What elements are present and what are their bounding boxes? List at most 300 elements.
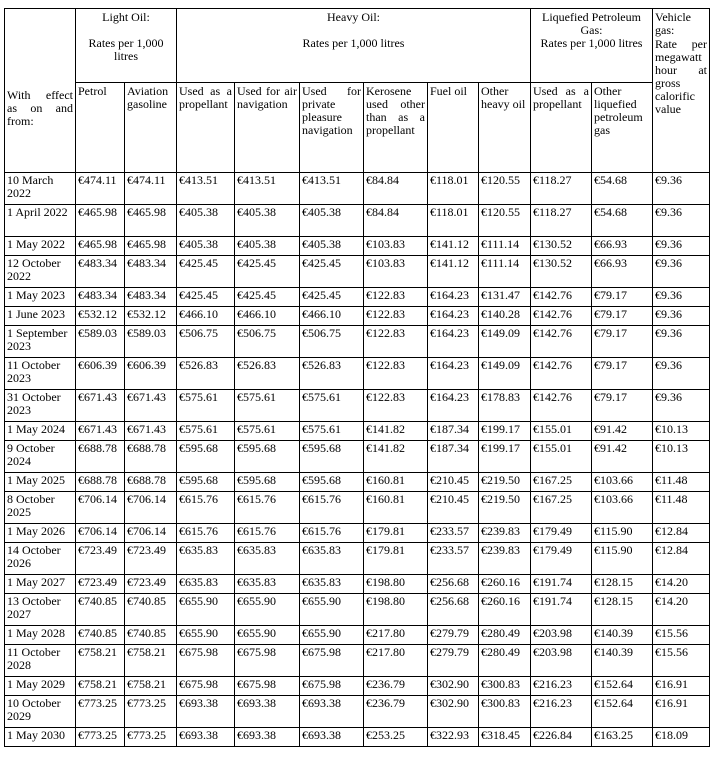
- heavy-propellant-cell: €693.38: [177, 728, 235, 747]
- petrol-cell: €688.78: [76, 473, 125, 492]
- petrol-cell: €465.98: [76, 237, 125, 256]
- fuel-oil-cell: €322.93: [428, 728, 479, 747]
- lpg-propellant-cell: €155.01: [531, 441, 592, 473]
- fuel-oil-cell: €164.23: [428, 307, 479, 326]
- petrol-cell: €706.14: [76, 492, 125, 524]
- other-lpg-cell: €79.17: [592, 326, 653, 358]
- fuel-oil-cell: €118.01: [428, 205, 479, 237]
- heavy-propellant-cell: €595.68: [177, 473, 235, 492]
- heavy-propellant-cell: €405.38: [177, 237, 235, 256]
- heavy-propellant-cell: €425.45: [177, 256, 235, 288]
- col-header-fuel-oil: Fuel oil: [428, 83, 479, 173]
- kerosene-cell: €160.81: [364, 492, 428, 524]
- air-navigation-cell: €575.61: [235, 390, 300, 422]
- table-row: [5, 492, 710, 524]
- kerosene-cell: €236.79: [364, 677, 428, 696]
- heavy-oil-title: Heavy Oil:: [327, 10, 380, 24]
- lpg-propellant-cell: €142.76: [531, 390, 592, 422]
- other-lpg-cell: €54.68: [592, 173, 653, 205]
- fuel-oil-cell: €141.12: [428, 256, 479, 288]
- air-navigation-cell: €693.38: [235, 696, 300, 728]
- other-heavy-oil-cell: €219.50: [479, 492, 531, 524]
- private-pleasure-navigation-cell: €615.76: [300, 524, 364, 543]
- date-cell: 1 May 2026: [5, 524, 76, 543]
- other-lpg-cell: €140.39: [592, 645, 653, 677]
- heavy-propellant-cell: €575.61: [177, 422, 235, 441]
- fuel-oil-cell: €164.23: [428, 358, 479, 390]
- kerosene-cell: €84.84: [364, 173, 428, 205]
- other-heavy-oil-cell: €318.45: [479, 728, 531, 747]
- light-oil-subtitle: Rates per 1,000 litres: [88, 36, 164, 63]
- light-oil-header: [76, 9, 177, 83]
- other-lpg-cell: €115.90: [592, 543, 653, 575]
- lpg-propellant-cell: €167.25: [531, 492, 592, 524]
- vehicle-gas-cell: €9.36: [653, 358, 710, 390]
- heavy-oil-subtitle: Rates per 1,000 litres: [302, 36, 405, 50]
- private-pleasure-navigation-cell: €693.38: [300, 728, 364, 747]
- other-lpg-cell: €152.64: [592, 696, 653, 728]
- other-heavy-oil-cell: €199.17: [479, 441, 531, 473]
- kerosene-cell: €103.83: [364, 256, 428, 288]
- column-header-row: [5, 83, 710, 173]
- kerosene-cell: €103.83: [364, 237, 428, 256]
- fuel-oil-cell: €256.68: [428, 575, 479, 594]
- other-heavy-oil-cell: €239.83: [479, 524, 531, 543]
- col-header-lpg-propellant: Used as a propellant: [531, 83, 592, 173]
- fuel-oil-cell: €302.90: [428, 677, 479, 696]
- other-lpg-cell: €128.15: [592, 575, 653, 594]
- aviation-gasoline-cell: €465.98: [125, 205, 177, 237]
- lpg-propellant-cell: €142.76: [531, 288, 592, 307]
- other-lpg-cell: €103.66: [592, 473, 653, 492]
- fuel-oil-cell: €118.01: [428, 173, 479, 205]
- table-row: [5, 696, 710, 728]
- air-navigation-cell: €615.76: [235, 524, 300, 543]
- vehicle-gas-header: [653, 9, 710, 173]
- vehicle-gas-cell: €9.36: [653, 256, 710, 288]
- other-lpg-cell: €91.42: [592, 441, 653, 473]
- petrol-cell: €474.11: [76, 173, 125, 205]
- other-heavy-oil-cell: €120.55: [479, 173, 531, 205]
- col-header-other-heavy-oil: Other heavy oil: [479, 83, 531, 173]
- date-cell: 31 October 2023: [5, 390, 76, 422]
- date-cell: 1 June 2023: [5, 307, 76, 326]
- other-lpg-cell: €103.66: [592, 492, 653, 524]
- table-row: [5, 626, 710, 645]
- private-pleasure-navigation-cell: €575.61: [300, 422, 364, 441]
- table-row: [5, 237, 710, 256]
- private-pleasure-navigation-cell: €693.38: [300, 696, 364, 728]
- rates-table-body: [5, 173, 710, 747]
- other-lpg-cell: €152.64: [592, 677, 653, 696]
- table-row: [5, 358, 710, 390]
- air-navigation-cell: €635.83: [235, 575, 300, 594]
- private-pleasure-navigation-cell: €675.98: [300, 677, 364, 696]
- heavy-propellant-cell: €425.45: [177, 288, 235, 307]
- other-heavy-oil-cell: €239.83: [479, 543, 531, 575]
- heavy-propellant-cell: €595.68: [177, 441, 235, 473]
- vehicle-gas-cell: €12.84: [653, 524, 710, 543]
- lpg-propellant-cell: €130.52: [531, 237, 592, 256]
- col-header-petrol: Petrol: [76, 83, 125, 173]
- petrol-cell: €740.85: [76, 594, 125, 626]
- other-heavy-oil-cell: €300.83: [479, 696, 531, 728]
- table-row: [5, 575, 710, 594]
- other-lpg-cell: €140.39: [592, 626, 653, 645]
- aviation-gasoline-cell: €483.34: [125, 288, 177, 307]
- heavy-propellant-cell: €693.38: [177, 696, 235, 728]
- lpg-propellant-cell: €130.52: [531, 256, 592, 288]
- table-row: [5, 441, 710, 473]
- date-cell: 1 May 2023: [5, 288, 76, 307]
- vehicle-gas-cell: €9.36: [653, 307, 710, 326]
- date-cell: 1 May 2030: [5, 728, 76, 747]
- table-row: [5, 422, 710, 441]
- kerosene-cell: €84.84: [364, 205, 428, 237]
- air-navigation-cell: €466.10: [235, 307, 300, 326]
- aviation-gasoline-cell: €589.03: [125, 326, 177, 358]
- table-row: [5, 326, 710, 358]
- kerosene-cell: €217.80: [364, 645, 428, 677]
- petrol-cell: €532.12: [76, 307, 125, 326]
- kerosene-cell: €122.83: [364, 358, 428, 390]
- lpg-propellant-cell: €142.76: [531, 307, 592, 326]
- other-heavy-oil-cell: €178.83: [479, 390, 531, 422]
- lpg-propellant-cell: €203.98: [531, 626, 592, 645]
- aviation-gasoline-cell: €465.98: [125, 237, 177, 256]
- kerosene-cell: €253.25: [364, 728, 428, 747]
- vehicle-gas-cell: €9.36: [653, 237, 710, 256]
- aviation-gasoline-cell: €671.43: [125, 422, 177, 441]
- other-lpg-cell: €54.68: [592, 205, 653, 237]
- petrol-cell: €671.43: [76, 390, 125, 422]
- col-header-kerosene: Kerosene used other than as a propellant: [364, 83, 428, 173]
- fuel-oil-cell: €164.23: [428, 390, 479, 422]
- petrol-cell: €740.85: [76, 626, 125, 645]
- private-pleasure-navigation-cell: €425.45: [300, 256, 364, 288]
- air-navigation-cell: €413.51: [235, 173, 300, 205]
- aviation-gasoline-cell: €606.39: [125, 358, 177, 390]
- fuel-oil-cell: €164.23: [428, 326, 479, 358]
- heavy-propellant-cell: €575.61: [177, 390, 235, 422]
- heavy-propellant-cell: €526.83: [177, 358, 235, 390]
- heavy-propellant-cell: €675.98: [177, 645, 235, 677]
- kerosene-cell: €122.83: [364, 288, 428, 307]
- lpg-propellant-cell: €118.27: [531, 173, 592, 205]
- air-navigation-cell: €526.83: [235, 358, 300, 390]
- fuel-oil-cell: €164.23: [428, 288, 479, 307]
- other-heavy-oil-cell: €219.50: [479, 473, 531, 492]
- date-cell: 11 October 2028: [5, 645, 76, 677]
- heavy-propellant-cell: €635.83: [177, 575, 235, 594]
- rates-table: [4, 8, 710, 747]
- table-row: [5, 173, 710, 205]
- aviation-gasoline-cell: €532.12: [125, 307, 177, 326]
- fuel-oil-cell: €187.34: [428, 441, 479, 473]
- group-header-row: [5, 9, 710, 83]
- other-lpg-cell: €79.17: [592, 288, 653, 307]
- vehicle-gas-cell: €14.20: [653, 594, 710, 626]
- vehicle-gas-cell: €10.13: [653, 422, 710, 441]
- air-navigation-cell: €506.75: [235, 326, 300, 358]
- heavy-propellant-cell: €466.10: [177, 307, 235, 326]
- vehicle-gas-cell: €9.36: [653, 326, 710, 358]
- other-lpg-cell: €91.42: [592, 422, 653, 441]
- heavy-propellant-cell: €655.90: [177, 594, 235, 626]
- air-navigation-cell: €595.68: [235, 441, 300, 473]
- lpg-title: Liquefied Petroleum Gas:: [542, 10, 641, 37]
- vehicle-gas-cell: €16.91: [653, 677, 710, 696]
- vehicle-gas-subtitle: Rate per megawatt hour at gross calorific value: [655, 37, 707, 116]
- private-pleasure-navigation-cell: €615.76: [300, 492, 364, 524]
- lpg-propellant-cell: €191.74: [531, 575, 592, 594]
- air-navigation-cell: €675.98: [235, 645, 300, 677]
- table-row: [5, 645, 710, 677]
- fuel-oil-cell: €233.57: [428, 524, 479, 543]
- date-column-header-label: With effect as on and from:: [7, 88, 73, 128]
- aviation-gasoline-cell: €688.78: [125, 473, 177, 492]
- vehicle-gas-cell: €14.20: [653, 575, 710, 594]
- air-navigation-cell: €693.38: [235, 728, 300, 747]
- vehicle-gas-cell: €11.48: [653, 492, 710, 524]
- private-pleasure-navigation-cell: €595.68: [300, 473, 364, 492]
- lpg-propellant-cell: €179.49: [531, 524, 592, 543]
- table-row: [5, 473, 710, 492]
- air-navigation-cell: €675.98: [235, 677, 300, 696]
- date-cell: 1 September 2023: [5, 326, 76, 358]
- aviation-gasoline-cell: €706.14: [125, 524, 177, 543]
- other-heavy-oil-cell: €280.49: [479, 626, 531, 645]
- lpg-propellant-cell: €118.27: [531, 205, 592, 237]
- private-pleasure-navigation-cell: €506.75: [300, 326, 364, 358]
- kerosene-cell: €141.82: [364, 441, 428, 473]
- other-heavy-oil-cell: €131.47: [479, 288, 531, 307]
- other-heavy-oil-cell: €199.17: [479, 422, 531, 441]
- table-row: [5, 256, 710, 288]
- private-pleasure-navigation-cell: €466.10: [300, 307, 364, 326]
- air-navigation-cell: €655.90: [235, 626, 300, 645]
- air-navigation-cell: €635.83: [235, 543, 300, 575]
- fuel-oil-cell: €210.45: [428, 492, 479, 524]
- date-cell: 1 May 2027: [5, 575, 76, 594]
- fuel-oil-cell: €187.34: [428, 422, 479, 441]
- other-heavy-oil-cell: €280.49: [479, 645, 531, 677]
- other-lpg-cell: €79.17: [592, 358, 653, 390]
- other-heavy-oil-cell: €111.14: [479, 256, 531, 288]
- air-navigation-cell: €425.45: [235, 256, 300, 288]
- table-row: [5, 677, 710, 696]
- petrol-cell: €758.21: [76, 645, 125, 677]
- petrol-cell: €606.39: [76, 358, 125, 390]
- aviation-gasoline-cell: €758.21: [125, 645, 177, 677]
- air-navigation-cell: €655.90: [235, 594, 300, 626]
- petrol-cell: €483.34: [76, 256, 125, 288]
- petrol-cell: €723.49: [76, 575, 125, 594]
- aviation-gasoline-cell: €706.14: [125, 492, 177, 524]
- petrol-cell: €688.78: [76, 441, 125, 473]
- vehicle-gas-cell: €9.36: [653, 288, 710, 307]
- air-navigation-cell: €405.38: [235, 237, 300, 256]
- heavy-propellant-cell: €405.38: [177, 205, 235, 237]
- private-pleasure-navigation-cell: €413.51: [300, 173, 364, 205]
- table-row: [5, 307, 710, 326]
- date-cell: 1 April 2022: [5, 205, 76, 237]
- vehicle-gas-cell: €9.36: [653, 390, 710, 422]
- petrol-cell: €706.14: [76, 524, 125, 543]
- lpg-propellant-cell: €142.76: [531, 326, 592, 358]
- private-pleasure-navigation-cell: €575.61: [300, 390, 364, 422]
- lpg-propellant-cell: €155.01: [531, 422, 592, 441]
- fuel-oil-cell: €233.57: [428, 543, 479, 575]
- col-header-air-navigation: Used for air navigation: [235, 83, 300, 173]
- petrol-cell: €773.25: [76, 728, 125, 747]
- table-row: [5, 524, 710, 543]
- other-lpg-cell: €66.93: [592, 256, 653, 288]
- lpg-propellant-cell: €216.23: [531, 677, 592, 696]
- col-header-other-lpg: Other liquefied petroleum gas: [592, 83, 653, 173]
- petrol-cell: €758.21: [76, 677, 125, 696]
- aviation-gasoline-cell: €671.43: [125, 390, 177, 422]
- date-cell: 1 May 2029: [5, 677, 76, 696]
- kerosene-cell: €141.82: [364, 422, 428, 441]
- date-cell: 1 May 2025: [5, 473, 76, 492]
- lpg-propellant-cell: €226.84: [531, 728, 592, 747]
- heavy-oil-header: [177, 9, 531, 83]
- kerosene-cell: €122.83: [364, 307, 428, 326]
- other-heavy-oil-cell: €111.14: [479, 237, 531, 256]
- air-navigation-cell: €615.76: [235, 492, 300, 524]
- aviation-gasoline-cell: €474.11: [125, 173, 177, 205]
- air-navigation-cell: €405.38: [235, 205, 300, 237]
- private-pleasure-navigation-cell: €655.90: [300, 626, 364, 645]
- lpg-subtitle: Rates per 1,000 litres: [540, 36, 643, 50]
- kerosene-cell: €217.80: [364, 626, 428, 645]
- lpg-propellant-cell: €191.74: [531, 594, 592, 626]
- other-heavy-oil-cell: €260.16: [479, 575, 531, 594]
- vehicle-gas-cell: €15.56: [653, 626, 710, 645]
- private-pleasure-navigation-cell: €635.83: [300, 543, 364, 575]
- table-row: [5, 728, 710, 747]
- private-pleasure-navigation-cell: €655.90: [300, 594, 364, 626]
- kerosene-cell: €122.83: [364, 326, 428, 358]
- fuel-oil-cell: €210.45: [428, 473, 479, 492]
- lpg-propellant-cell: €216.23: [531, 696, 592, 728]
- table-row: [5, 288, 710, 307]
- kerosene-cell: €198.80: [364, 575, 428, 594]
- light-oil-title: Light Oil:: [102, 10, 150, 24]
- kerosene-cell: €122.83: [364, 390, 428, 422]
- vehicle-gas-cell: €10.13: [653, 441, 710, 473]
- heavy-propellant-cell: €506.75: [177, 326, 235, 358]
- heavy-propellant-cell: €615.76: [177, 524, 235, 543]
- vehicle-gas-cell: €11.48: [653, 473, 710, 492]
- fuel-oil-cell: €279.79: [428, 626, 479, 645]
- heavy-propellant-cell: €635.83: [177, 543, 235, 575]
- petrol-cell: €465.98: [76, 205, 125, 237]
- lpg-propellant-cell: €167.25: [531, 473, 592, 492]
- private-pleasure-navigation-cell: €405.38: [300, 237, 364, 256]
- table-row: [5, 390, 710, 422]
- aviation-gasoline-cell: €773.25: [125, 728, 177, 747]
- other-heavy-oil-cell: €260.16: [479, 594, 531, 626]
- kerosene-cell: €179.81: [364, 524, 428, 543]
- date-cell: 13 October 2027: [5, 594, 76, 626]
- lpg-header: [531, 9, 653, 83]
- vehicle-gas-cell: €15.56: [653, 645, 710, 677]
- date-cell: 10 October 2029: [5, 696, 76, 728]
- private-pleasure-navigation-cell: €405.38: [300, 205, 364, 237]
- petrol-cell: €723.49: [76, 543, 125, 575]
- col-header-private-pleasure-navigation: Used for private pleasure navigation: [300, 83, 364, 173]
- fuel-oil-cell: €256.68: [428, 594, 479, 626]
- table-row: [5, 205, 710, 237]
- private-pleasure-navigation-cell: €526.83: [300, 358, 364, 390]
- vehicle-gas-cell: €9.36: [653, 205, 710, 237]
- table-row: [5, 594, 710, 626]
- vehicle-gas-cell: €9.36: [653, 173, 710, 205]
- lpg-propellant-cell: €203.98: [531, 645, 592, 677]
- other-heavy-oil-cell: €149.09: [479, 326, 531, 358]
- kerosene-cell: €236.79: [364, 696, 428, 728]
- date-cell: 8 October 2025: [5, 492, 76, 524]
- heavy-propellant-cell: €615.76: [177, 492, 235, 524]
- petrol-cell: €483.34: [76, 288, 125, 307]
- petrol-cell: €773.25: [76, 696, 125, 728]
- vehicle-gas-cell: €12.84: [653, 543, 710, 575]
- aviation-gasoline-cell: €740.85: [125, 626, 177, 645]
- fuel-oil-cell: €141.12: [428, 237, 479, 256]
- col-header-heavy-propellant: Used as a propellant: [177, 83, 235, 173]
- private-pleasure-navigation-cell: €675.98: [300, 645, 364, 677]
- date-cell: 10 March 2022: [5, 173, 76, 205]
- aviation-gasoline-cell: €723.49: [125, 543, 177, 575]
- date-column-header: [5, 9, 76, 173]
- kerosene-cell: €160.81: [364, 473, 428, 492]
- date-cell: 1 May 2022: [5, 237, 76, 256]
- other-lpg-cell: €79.17: [592, 390, 653, 422]
- petrol-cell: €589.03: [76, 326, 125, 358]
- other-heavy-oil-cell: €300.83: [479, 677, 531, 696]
- date-cell: 9 October 2024: [5, 441, 76, 473]
- kerosene-cell: €198.80: [364, 594, 428, 626]
- aviation-gasoline-cell: €723.49: [125, 575, 177, 594]
- private-pleasure-navigation-cell: €635.83: [300, 575, 364, 594]
- kerosene-cell: €179.81: [364, 543, 428, 575]
- air-navigation-cell: €425.45: [235, 288, 300, 307]
- other-lpg-cell: €128.15: [592, 594, 653, 626]
- date-cell: 1 May 2028: [5, 626, 76, 645]
- date-cell: 14 October 2026: [5, 543, 76, 575]
- other-heavy-oil-cell: €140.28: [479, 307, 531, 326]
- fuel-oil-cell: €279.79: [428, 645, 479, 677]
- lpg-propellant-cell: €179.49: [531, 543, 592, 575]
- other-heavy-oil-cell: €149.09: [479, 358, 531, 390]
- col-header-aviation-gasoline: Aviation gasoline: [125, 83, 177, 173]
- other-heavy-oil-cell: €120.55: [479, 205, 531, 237]
- heavy-propellant-cell: €655.90: [177, 626, 235, 645]
- aviation-gasoline-cell: €688.78: [125, 441, 177, 473]
- other-lpg-cell: €79.17: [592, 307, 653, 326]
- lpg-propellant-cell: €142.76: [531, 358, 592, 390]
- private-pleasure-navigation-cell: €595.68: [300, 441, 364, 473]
- air-navigation-cell: €575.61: [235, 422, 300, 441]
- other-lpg-cell: €115.90: [592, 524, 653, 543]
- petrol-cell: €671.43: [76, 422, 125, 441]
- heavy-propellant-cell: €675.98: [177, 677, 235, 696]
- air-navigation-cell: €595.68: [235, 473, 300, 492]
- vehicle-gas-title: Vehicle gas:: [655, 10, 691, 37]
- vehicle-gas-cell: €18.09: [653, 728, 710, 747]
